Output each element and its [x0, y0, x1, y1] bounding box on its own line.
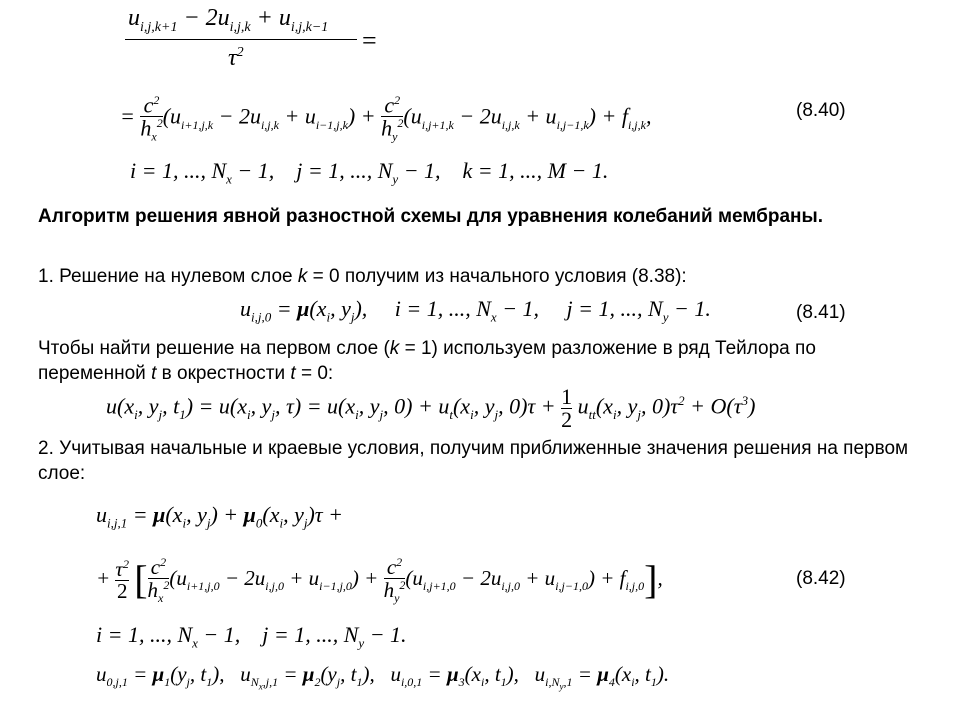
eq842-line1: $u_{i,j,1} = \mu(x_i$, $y_j) + \mu_0(x_i$, $y_j)\tau$ + — [96, 502, 344, 531]
eq840-fraction-line — [125, 39, 357, 40]
eq840-lhs-denominator: $\tau^2$ — [228, 45, 244, 71]
algorithm-heading: Алгоритм решения явной разностной схемы для уравнения колебаний мембраны. — [38, 206, 824, 227]
taylor-formula: $u(x_i$, $y_j$, $t_1) = u(x_i$, $y_j$, $\tau) = u(x_i$, $y_j$, $0) + u_t(x_i$, $y_j$, 0)τ + $\frac{1}{2}$ $u_{tt}(x_i$, $y_j$, $0)\tau^2 + O(\tau^3)$ — [106, 384, 756, 432]
eq842-number: (8.42) — [796, 568, 846, 589]
taylor-text: Чтобы найти решение на первом слое (k = 1) используем разложение в ряд Тейлора по переменной t в окрестности t = 0: — [38, 338, 816, 384]
eq840-equals: = — [362, 26, 377, 55]
eq840-number: (8.40) — [796, 100, 846, 121]
eq841-formula: $u_{i,j,0} = \mu(x_i$, $y_j$), i = 1, ..., $N_x - 1$, j = 1, ..., $N_y - 1$. — [240, 296, 711, 325]
step1-text: 1. Решение на нулевом слое k = 0 получим из начального условия (8.38): — [38, 266, 687, 287]
eq842-line2: + $\frac{\tau^2}{2}$ [ $\frac{c^2}{h_x^2}$ $(u_{i+1,j,0} - 2u_{i,j,0} + u_{i-1,j,0})$ + $\frac{c^2}{h_y^2}$ $(u_{i,j+1,0} - 2u_{i,j,0} + u_{i,j-1,0}) + f_{i,j,0}$], — [96, 555, 663, 606]
eq840-rhs: = $\frac{c^2}{h_x^2}$ $(u_{i+1,j,k} - 2u_{i,j,k} + u_{i-1,j,k})$ + $\frac{c^2}{h_y^2}$ $(u_{i,j+1,k} - 2u_{i,j,k} + u_{i,j-1,k}) + f_{i,j,k}$, — [120, 92, 652, 145]
step2-text: 2. Учитывая начальные и краевые условия, получим приближенные значения решения на первом слое: — [38, 438, 909, 484]
eq840-range: i = 1, ..., $N_x - 1$, j = 1, ..., $N_y - 1$, k = 1, ..., M − 1. — [130, 158, 609, 187]
eq841-number: (8.41) — [796, 302, 846, 323]
eq842-line4: $u_{0,j,1} = \mu_1(y_j$, $t_1$), $u_{N_x,j,1} = \mu_2(y_j$, $t_1$), $u_{i,0,1} = \mu_3(x_i$, $t_1$), $u_{i,N_y,1} = \mu_4(x_i$, $t_1$). — [96, 662, 670, 692]
eq840-lhs-numerator: $u_{i,j,k+1} - 2u_{i,j,k} + u_{i,j,k-1}$ — [128, 5, 329, 35]
eq842-line3: i = 1, ..., $N_x - 1$, j = 1, ..., $N_y - 1$. — [96, 622, 407, 651]
